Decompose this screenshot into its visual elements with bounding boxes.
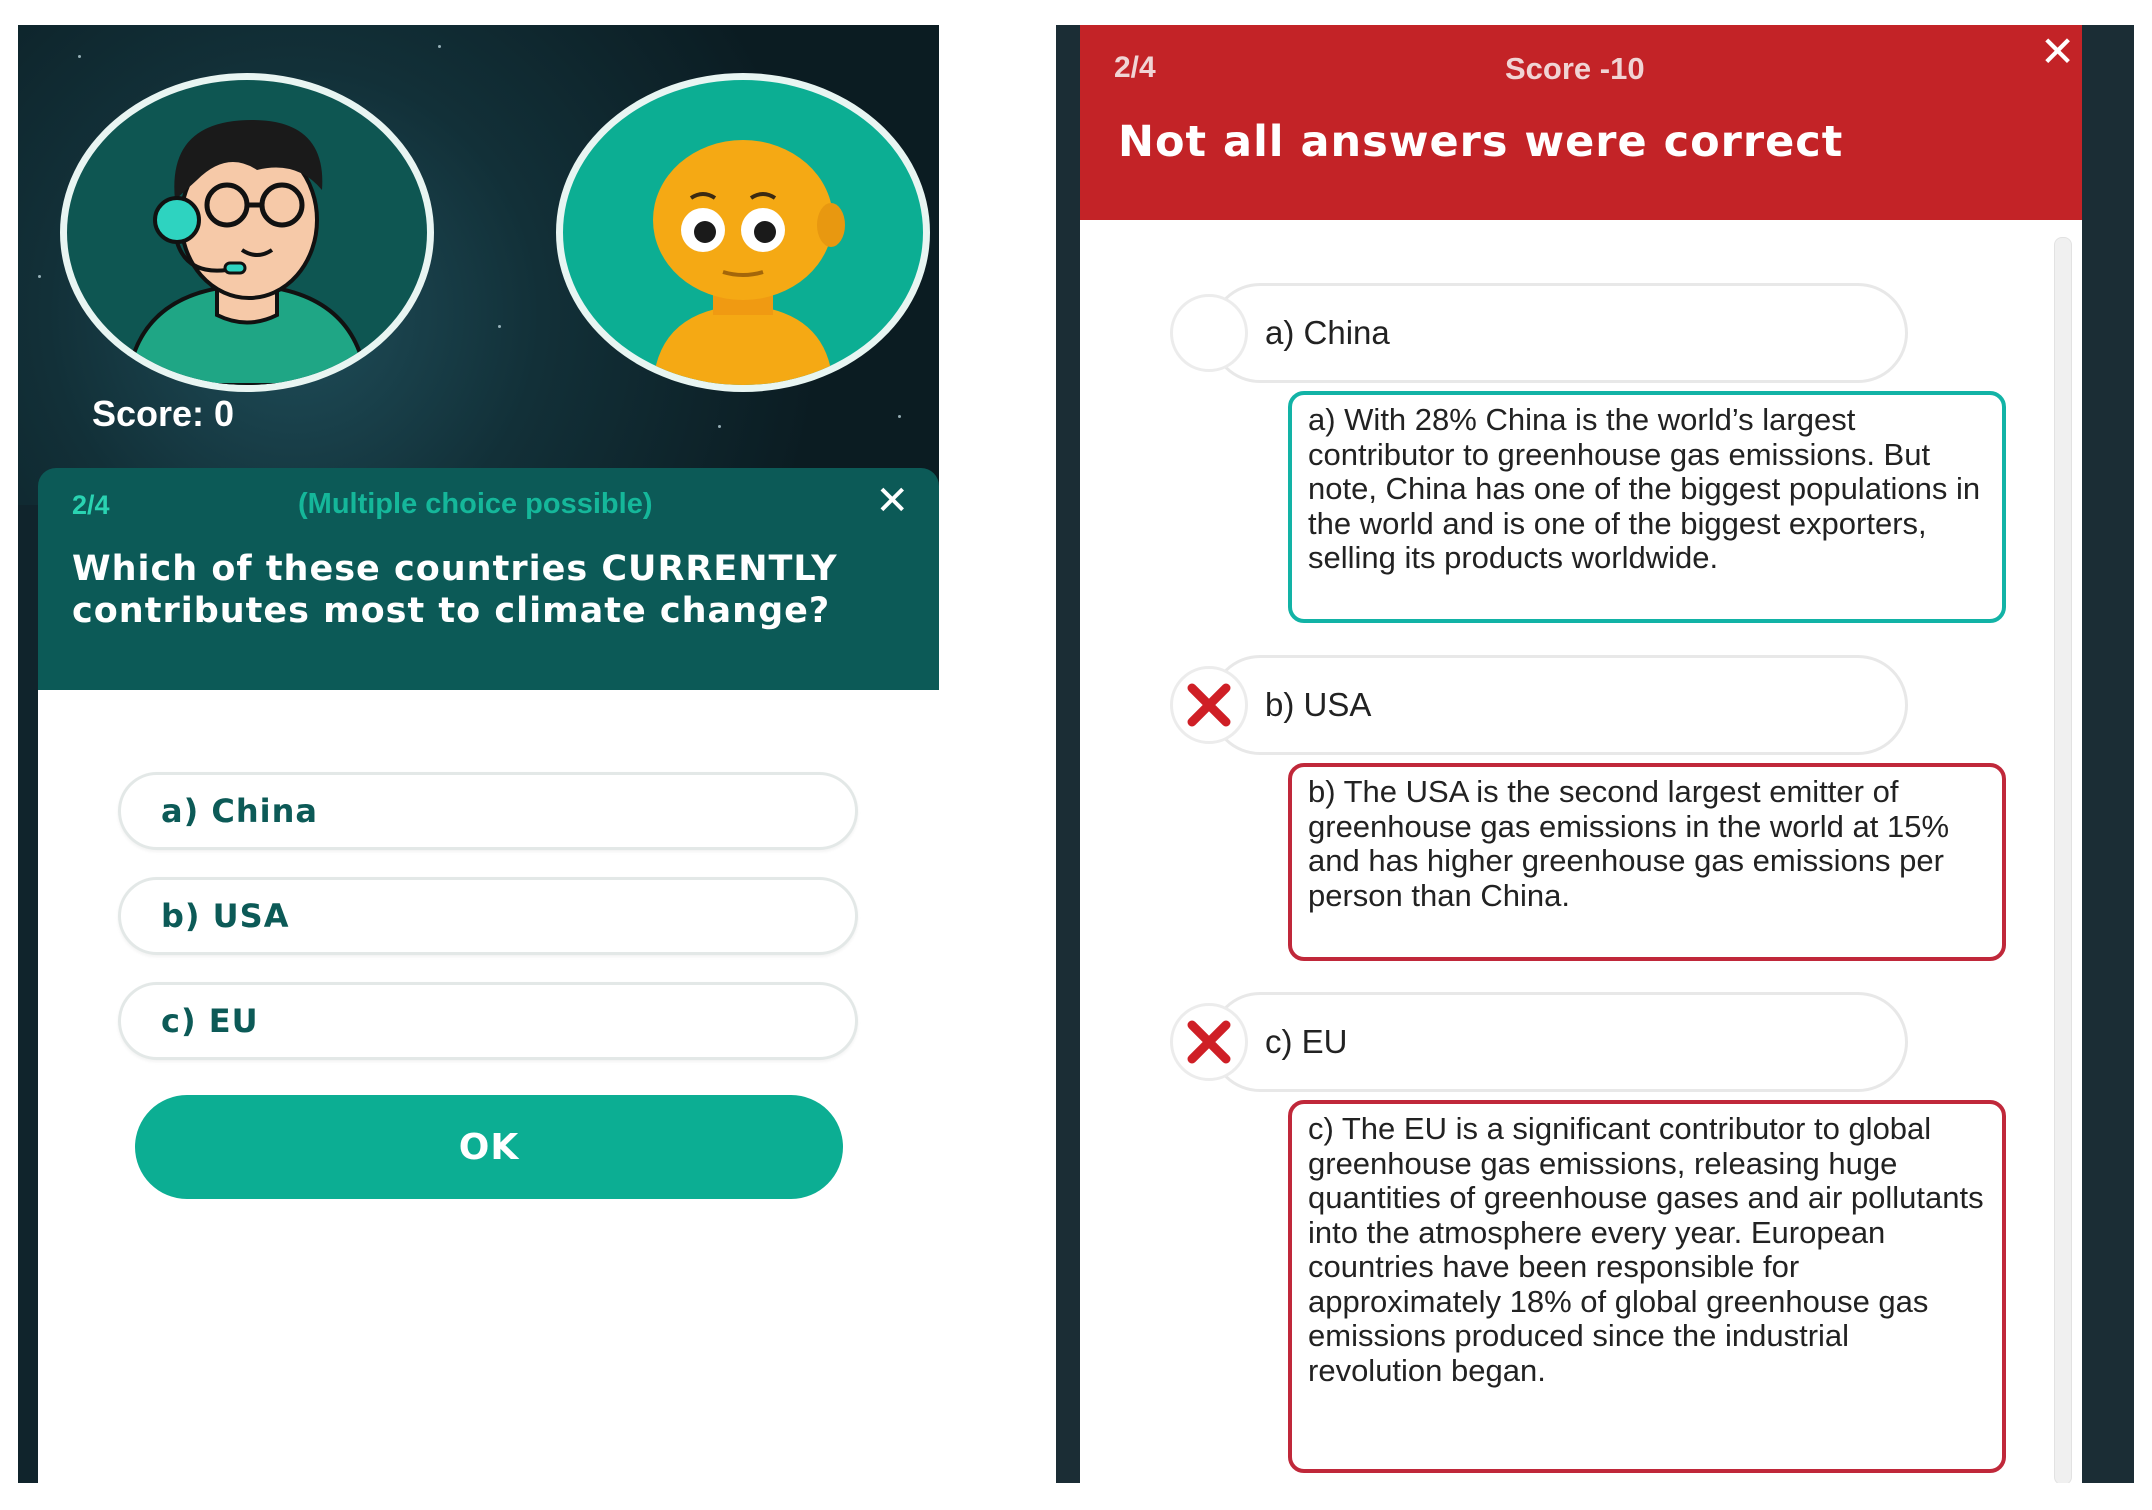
bot-avatar (556, 73, 930, 392)
result-header (1080, 25, 2082, 220)
quiz-question-screen (18, 25, 939, 1483)
question-progress: 2/4 (1114, 51, 1156, 84)
host-avatar (60, 73, 434, 392)
option-usa[interactable]: b) USA (118, 877, 858, 955)
answer-options (38, 690, 939, 1483)
option-eu[interactable]: c) EU (118, 982, 858, 1060)
multiple-choice-hint: (Multiple choice possible) (298, 488, 653, 520)
scrollbar[interactable] (2054, 237, 2072, 1483)
question-progress: 2/4 (72, 490, 110, 520)
question-header (38, 468, 939, 690)
x-mark-icon (1170, 1003, 1248, 1081)
headset-host-avatar-icon (67, 80, 427, 385)
close-icon[interactable]: ✕ (875, 478, 909, 524)
ok-button[interactable]: OK (135, 1095, 843, 1199)
yellow-robot-avatar-icon (563, 80, 923, 385)
star (38, 275, 41, 278)
quiz-result-screen (1056, 25, 2134, 1483)
star (78, 55, 81, 58)
star (898, 415, 901, 418)
result-option-china: a) China (1210, 283, 1908, 383)
result-title: Not all answers were correct (1118, 117, 1844, 167)
option-china[interactable]: a) China (118, 772, 858, 850)
explanation-eu: c) The EU is a significant contributor to global greenhouse gas emissions, releasing huge quantities of greenhouse gases and air pollutants into the atmosphere every year. European countries have been responsible for approximately 18% of global greenhouse gas emissions produced since the industrial revolution began. (1288, 1100, 2006, 1473)
empty-mark-icon (1170, 294, 1248, 372)
result-card (1080, 25, 2082, 1483)
star (498, 325, 501, 328)
question-text: Which of these countries CURRENTLY contributes most to climate change? (72, 549, 838, 631)
result-option-eu: c) EU (1210, 992, 1908, 1092)
explanation-usa: b) The USA is the second largest emitter of greenhouse gas emissions in the world at 15% and has higher greenhouse gas emissions per person than China. (1288, 763, 2006, 961)
star (438, 45, 441, 48)
x-mark-icon (1170, 666, 1248, 744)
score-label: Score: 0 (92, 393, 235, 434)
explanation-china: a) With 28% China is the world’s largest contributor to greenhouse gas emissions. But note, China has one of the biggest populations in the world and is one of the biggest exporters, selling its products worldwide. (1288, 391, 2006, 623)
star (718, 425, 721, 428)
close-icon[interactable]: ✕ (2040, 27, 2076, 76)
result-option-usa: b) USA (1210, 655, 1908, 755)
score-label: Score -10 (1505, 51, 1645, 86)
